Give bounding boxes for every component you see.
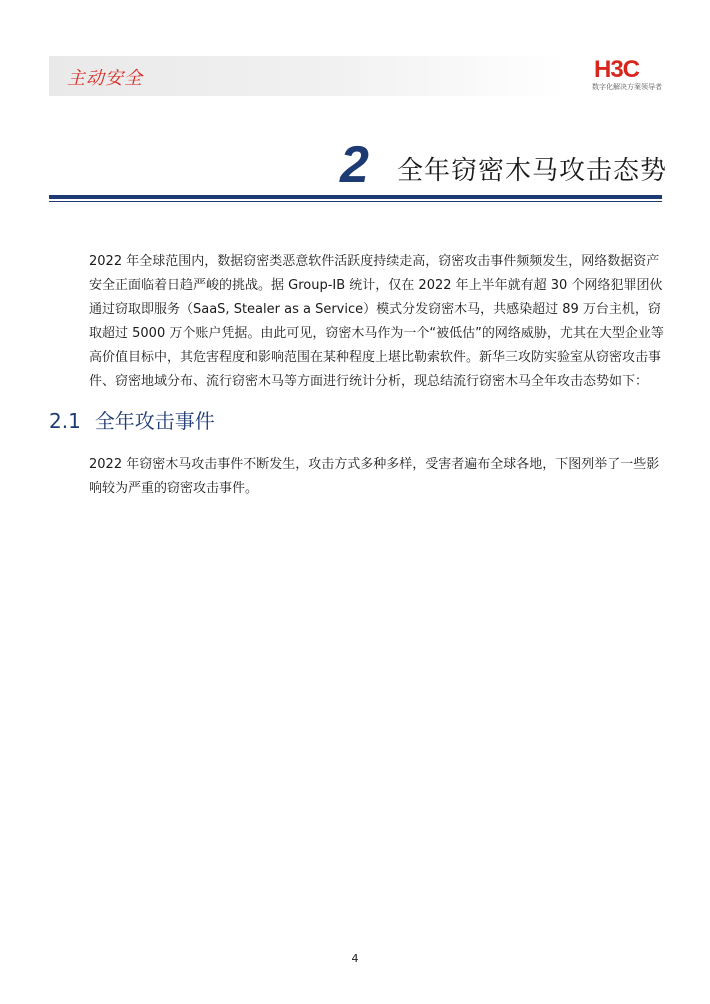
- chapter-title: 全年窃密木马攻击态势: [397, 156, 668, 186]
- logo-tagline: 数字化解决方案领导者: [592, 83, 662, 91]
- body-paragraph-events: 2022 年窃密木马攻击事件不断发生，攻击方式多种多样，受害者遍布全球各地，下图列举了一些影响较为严重的窃密攻击事件。: [89, 457, 660, 496]
- header-section-label: 主动安全: [67, 68, 143, 89]
- section-heading: [49, 408, 215, 434]
- section-number: 2.1: [49, 409, 81, 433]
- chapter-number: 2: [340, 136, 369, 194]
- chapter-divider-thick: [49, 195, 662, 199]
- page-number: 4: [351, 952, 359, 965]
- chapter-divider-thin: [49, 201, 662, 202]
- h3c-logo: [586, 58, 666, 92]
- section-title: 全年攻击事件: [94, 409, 215, 433]
- logo-text: H3C: [594, 56, 640, 83]
- body-paragraph-intro: 2022 年全球范围内，数据窃密类恶意软件活跃度持续走高，窃密攻击事件频频发生，网络数据资产安全正面临着日趋严峻的挑战。据 Group-IB 统计，仅在 2022 年上半年就有超 30 个网络犯罪团伙通过窃取即服务（SaaS, Stealer as a Service）模式分发窃密木马，共感染超过 89 万台主机，窃取超过 5000 万个账户凭据。由此可见，窃密木马作为一个“被低估”的网络威胁，尤其在大型企业等高价值目标中，其危害程度和影响范围在某种程度上堪比勒索软件。新华三攻防实验室从窃密攻击事件、窃密地域分布、流行窃密木马等方面进行统计分析，现总结流行窃密木马全年攻击态势如下：: [89, 254, 664, 389]
